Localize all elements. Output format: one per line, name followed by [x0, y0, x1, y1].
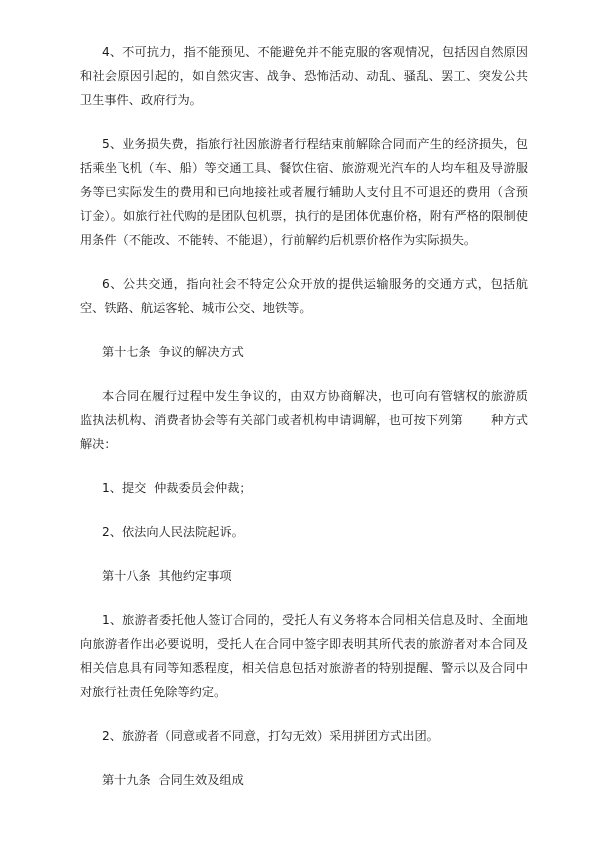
dispute-option-2: 2、依法向人民法院起诉。 — [102, 525, 244, 539]
spacer — [80, 588, 528, 608]
article-18-item-2: 2、旅游者（同意或者不同意，打勾无效）采用拼团方式出团。 — [102, 729, 439, 743]
spacer — [80, 500, 528, 520]
article-18-item-1: 1、旅游者委托他人签订合同的，受托人有义务将本合同相关信息及时、全面地向旅游者作出必要说明，受托人在合同中签字即表明其所代表的旅游者对本合同及相关信息具有同等知悉程度，相关信息包括对旅游者的特别提醒、警示以及合同中对旅行社责任免除等约定。 — [80, 613, 528, 699]
spacer — [80, 252, 528, 272]
spacer — [80, 544, 528, 564]
article-17-body: 本合同在履行过程中发生争议的，由双方协商解决，也可向有管辖权的旅游质监执法机构、消费者协会等有关部门或者机构申请调解，也可按下列第 种方式解决： — [80, 389, 528, 451]
article-19-heading: 第十九条 合同生效及组成 — [102, 773, 244, 787]
spacer — [80, 748, 528, 768]
clause-force-majeure: 4、不可抗力，指不能预见、不能避免并不能克服的客观情况，包括因自然原因和社会原因引起的，如自然灾害、战争、恐怖活动、动乱、骚乱、罢工、突发公共卫生事件、政府行为。 — [80, 45, 528, 107]
document-body — [80, 40, 528, 792]
article-18-heading: 第十八条 其他约定事项 — [102, 569, 232, 583]
spacer — [80, 456, 528, 476]
clause-business-loss: 5、业务损失费，指旅行社因旅游者行程结束前解除合同而产生的经济损失，包括乘坐飞机（车、船）等交通工具、餐饮住宿、旅游观光汽车的人均车租及导游服务等已实际发生的费用和已向地接社或者履行辅助人支付且不可退还的费用（含预订金）。如旅行社代购的是团队包机票，执行的是团体优惠价格，附有严格的限制使用条件（不能改、不能转、不能退），行前解约后机票价格作为实际损失。 — [80, 137, 528, 247]
spacer — [80, 112, 528, 132]
clause-public-transport: 6、公共交通，指向社会不特定公众开放的提供运输服务的交通方式，包括航空、铁路、航运客轮、城市公交、地铁等。 — [80, 277, 528, 315]
article-17-heading: 第十七条 争议的解决方式 — [102, 345, 244, 359]
spacer — [80, 364, 528, 384]
dispute-option-1: 1、提交 仲裁委员会仲裁； — [102, 481, 252, 495]
spacer — [80, 704, 528, 724]
spacer — [80, 320, 528, 340]
